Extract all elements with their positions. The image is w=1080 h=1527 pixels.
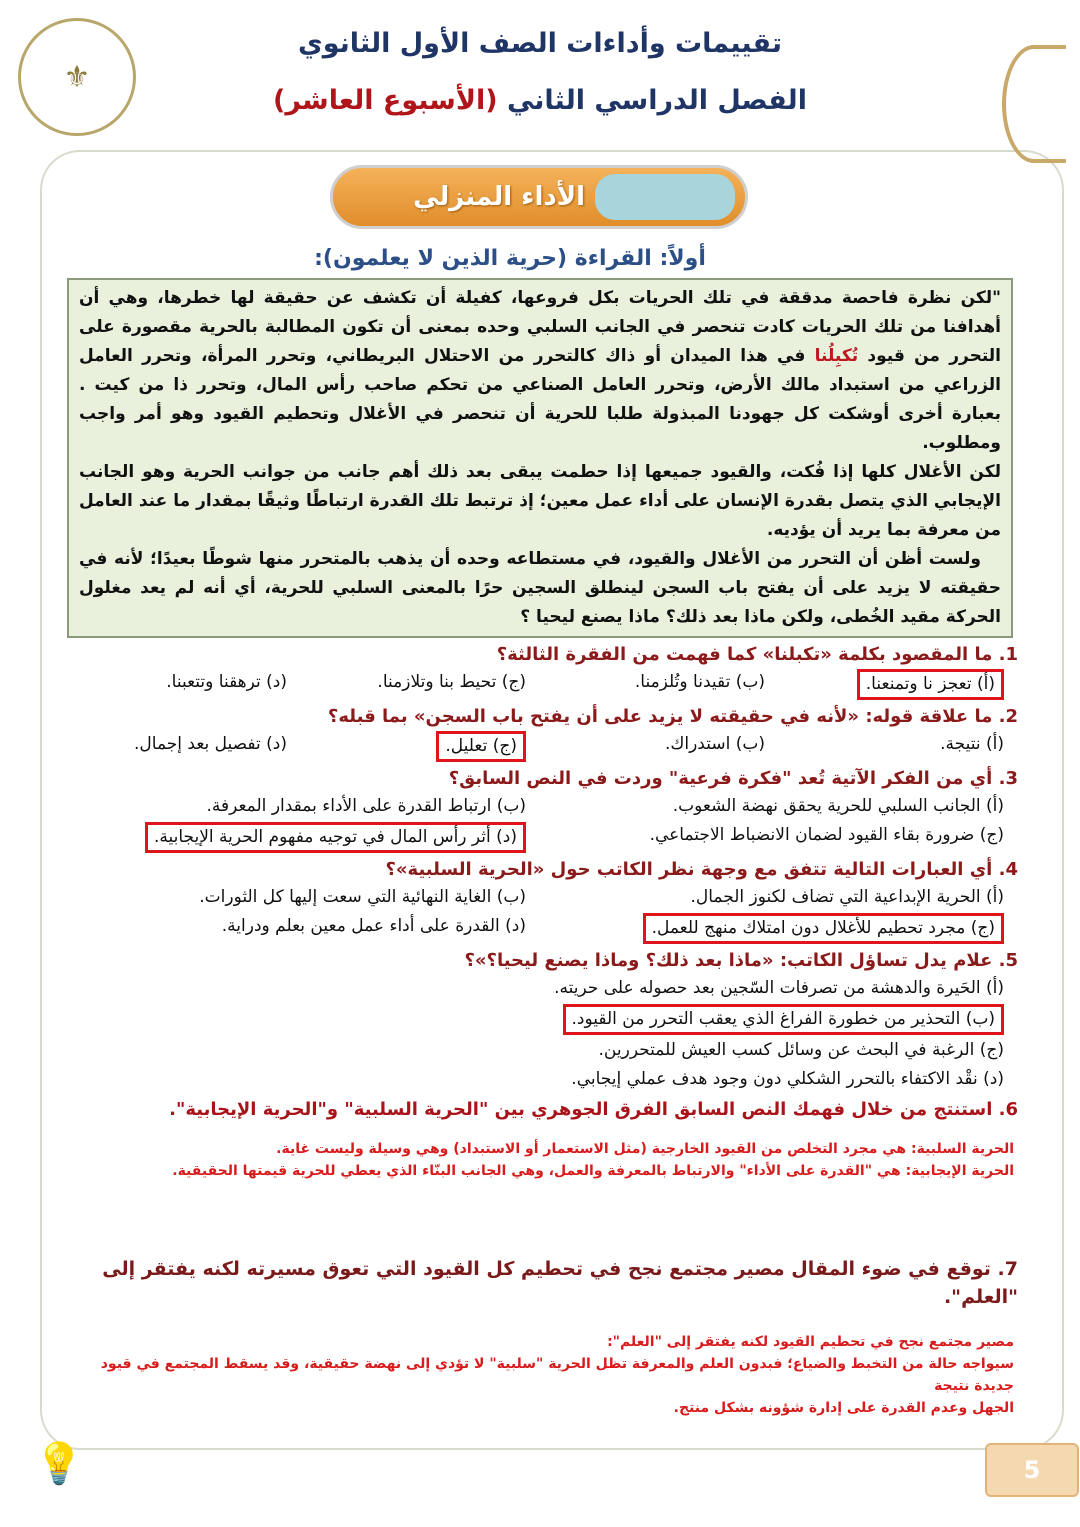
passage-paragraph-2: لكن الأغلال كلها إذا فُكت، والقيود جميعها إذا حطمت يبقى بعد ذلك أهم جانب من جوانب الحرية وهو الجانب الإيجابي الذي يتصل بقدرة الإنسان على أداء عمل معين؛ إذ ترتبط تلك القدرة ارتباطًا وثيقًا بمقدار ما عند العامل من معرفة بما يريد أن يؤديه. <box>79 462 1001 540</box>
question-2: 2. ما علاقة قوله: «لأنه في حقيقته لا يزيد على أن يفتح باب السجن» بما قبله؟ <box>327 706 1018 727</box>
question-6: 6. استنتج من خلال فهمك النص السابق الفرق الجوهري بين "الحرية السلبية" و"الحرية الإيجابية". <box>169 1099 1018 1120</box>
q5-option-d[interactable]: (د) نقْد الاكتفاء بالتحرر الشكلي دون وجود هدف عملي إيجابي. <box>571 1069 1004 1089</box>
question-1: 1. ما المقصود بكلمة «تكبلنا» كما فهمت من الفقرة الثالثة؟ <box>496 644 1018 665</box>
ministry-logo: ⚜ <box>18 18 136 136</box>
q2-option-b[interactable]: (ب) استدراك. <box>664 734 765 754</box>
week-label: (الأسبوع العاشر) <box>273 85 498 116</box>
q5-option-b[interactable]: (ب) التحذير من خطورة الفراغ الذي يعقب التحرر من القيود. <box>571 1009 995 1029</box>
q4-options <box>62 884 1018 944</box>
q6-answer-positive: الحرية الإيجابية: هي "القدرة على الأداء" والارتباط بالمعرفة والعمل، وهي الجانب البنّاء الذي يعطي للحرية قيمتها الحقيقية. <box>172 1163 1014 1179</box>
q3-option-d-cell <box>62 822 526 853</box>
passage-paragraph-1 <box>79 284 1001 458</box>
spacer <box>62 1311 1018 1331</box>
worksheet-content <box>62 0 1018 1519</box>
q2-option-a[interactable]: (أ) نتيجة. <box>940 734 1004 754</box>
lightbulb-icon: 💡 <box>34 1441 84 1487</box>
question-7: 7. توقع في ضوء المقال مصير مجتمع نجح في تحطيم كل القيود التي تعوق مسيرته لكنه يفتقر إلى "العلم". <box>102 1258 1018 1308</box>
q1-option-d[interactable]: (د) ترهقنا وتتعبنا. <box>166 672 287 692</box>
q3-option-b[interactable]: (ب) ارتباط القدرة على الأداء بمقدار المعرفة. <box>206 796 526 816</box>
q5-option-c[interactable]: (ج) الرغبة في البحث عن وسائل كسب العيش للمتحررين. <box>598 1040 1004 1060</box>
q1-option-a-cell <box>779 669 1004 700</box>
q6-answer-negative: الحرية السلبية: هي مجرد التخلص من القيود الخارجية (مثل الاستعمار أو الاستبداد) وهي وسيلة وليست غاية. <box>276 1141 1014 1157</box>
banner-label: الأداء المنزلي <box>413 182 585 212</box>
q7-answer-heading: مصير مجتمع نجح في تحطيم القيود لكنه يفتقر إلى "العلم": <box>607 1334 1014 1350</box>
question-4: 4. أي العبارات التالية تتفق مع وجهة نظر الكاتب حول «الحرية السلبية»؟ <box>385 859 1018 880</box>
q3-option-a[interactable]: (أ) الجانب السلبي للحرية يحقق نهضة الشعوب. <box>672 796 1004 816</box>
question-3: 3. أي من الفكر الآتية تُعد "فكرة فرعية" وردت في النص السابق؟ <box>448 768 1018 789</box>
q3-options <box>62 793 1018 853</box>
question-5: 5. علام يدل تساؤل الكاتب: «ماذا بعد ذلك؟ وماذا يصنع ليحيا؟»؟ <box>464 950 1018 971</box>
answer-highlight-box[interactable] <box>643 913 1004 944</box>
q7-answer-line: الجهل وعدم القدرة على إدارة شؤونه بشكل منتج. <box>673 1400 1014 1416</box>
answer-highlight-box[interactable] <box>857 669 1004 700</box>
q5-option-a[interactable]: (أ) الحَيرة والدهشة من تصرفات السّجين بعد حصوله على حريته. <box>554 978 1004 998</box>
q4-option-c-cell <box>540 913 1004 944</box>
q1-option-c[interactable]: (ج) تحيط بنا وتلازمنا. <box>377 672 526 692</box>
section-title: أولاً: القراءة (حرية الذين لا يعلمون): <box>314 246 706 271</box>
q1-options <box>62 669 1018 700</box>
q2-options <box>62 731 1018 762</box>
passage-text: في هذا الميدان أو ذاك كالتحرر من الاحتلال البريطاني، وتحرر المرأة، وتحرر العامل الزراعي من استبداد مالك الأرض، وتحرر العامل الصناعي من تحكم صاحب رأس المال، وتحرر ذا من كيت . بعبارة أخرى أوشكت كل جهودنا المبذولة طلبا للحرية أن تنحصر في الأغلال وتحطيم القيود وهو أمر واجب ومطلوب. <box>79 346 1001 453</box>
spacer <box>62 1124 1018 1138</box>
q4-option-a[interactable]: (أ) الحرية الإبداعية التي تضاف لكنوز الجمال. <box>690 887 1004 907</box>
answer-highlight-box[interactable] <box>145 822 526 853</box>
q1-option-a[interactable]: (أ) تعجز نا وتمنعنا. <box>865 674 995 694</box>
passage-paragraph-3: ولست أظن أن التحرر من الأغلال والقيود، في مستطاعه وحده أن يذهب بالمتحرر منها شوطًا بعيدًا؛ لأنه في حقيقته لا يزيد على أن يفتح باب السجن لينطلق السجين حرًا بالمعنى السلبي للحرية، أي أنه لم يعد مغلول الحركة مقيد الخُطى، ولكن ماذا بعد ذلك؟ ماذا يصنع ليحيا ؟ <box>79 549 1001 627</box>
q4-option-d[interactable]: (د) القدرة على أداء عمل معين بعلم ودراية. <box>221 916 526 936</box>
q4-option-c[interactable]: (ج) مجرد تحطيم للأغلال دون امتلاك منهج للعمل. <box>651 918 995 938</box>
semester-label: الفصل الدراسي الثاني <box>506 85 807 116</box>
q3-option-d[interactable]: (د) أثر رأس المال في توجيه مفهوم الحرية الإيجابية. <box>153 827 517 847</box>
q5-option-b-cell <box>62 1004 1004 1035</box>
answer-highlight-box[interactable] <box>563 1004 1004 1035</box>
q3-option-c[interactable]: (ج) ضرورة بقاء القيود لضمان الانضباط الاجتماعي. <box>649 825 1004 845</box>
page-number: 5 <box>985 1443 1079 1497</box>
q2-option-c-cell <box>301 731 526 762</box>
q2-option-d[interactable]: (د) تفصيل بعد إجمال. <box>134 734 287 754</box>
passage-text: "لكن نظرة فاحصة مدققة في تلك الحريات بكل فروعها، كفيلة أن تكشف عن حقيقة لها خطرها، وهي أن أهدافنا من تلك الحريات كادت تنحصر في الجانب السلبي وحده بمعنى أن تكون المطالبة بالحرية مقصورة على التحرر من قيود <box>79 288 1001 366</box>
q5-options <box>62 975 1018 1093</box>
q4-option-b[interactable]: (ب) الغاية النهائية التي سعت إليها كل الثورات. <box>199 887 526 907</box>
answer-highlight-box[interactable] <box>436 731 526 762</box>
q1-option-b[interactable]: (ب) تقيدنا وتُلزمنا. <box>634 672 765 692</box>
highlighted-word: تُكبِلُنا <box>814 346 859 366</box>
reading-passage <box>67 278 1013 638</box>
spacer <box>62 1182 1018 1252</box>
q2-option-c[interactable]: (ج) تعليل. <box>445 736 517 756</box>
page-title: تقييمات وأداءات الصف الأول الثانوي <box>297 28 782 59</box>
q7-answer-line: سيواجه حالة من التخبط والضياع؛ فبدون العلم والمعرفة تظل الحرية "سلبية" لا تؤدي إلى نهضة حقيقية، وقد يسقط المجتمع في قيود جديدة نتيجة <box>100 1356 1014 1394</box>
